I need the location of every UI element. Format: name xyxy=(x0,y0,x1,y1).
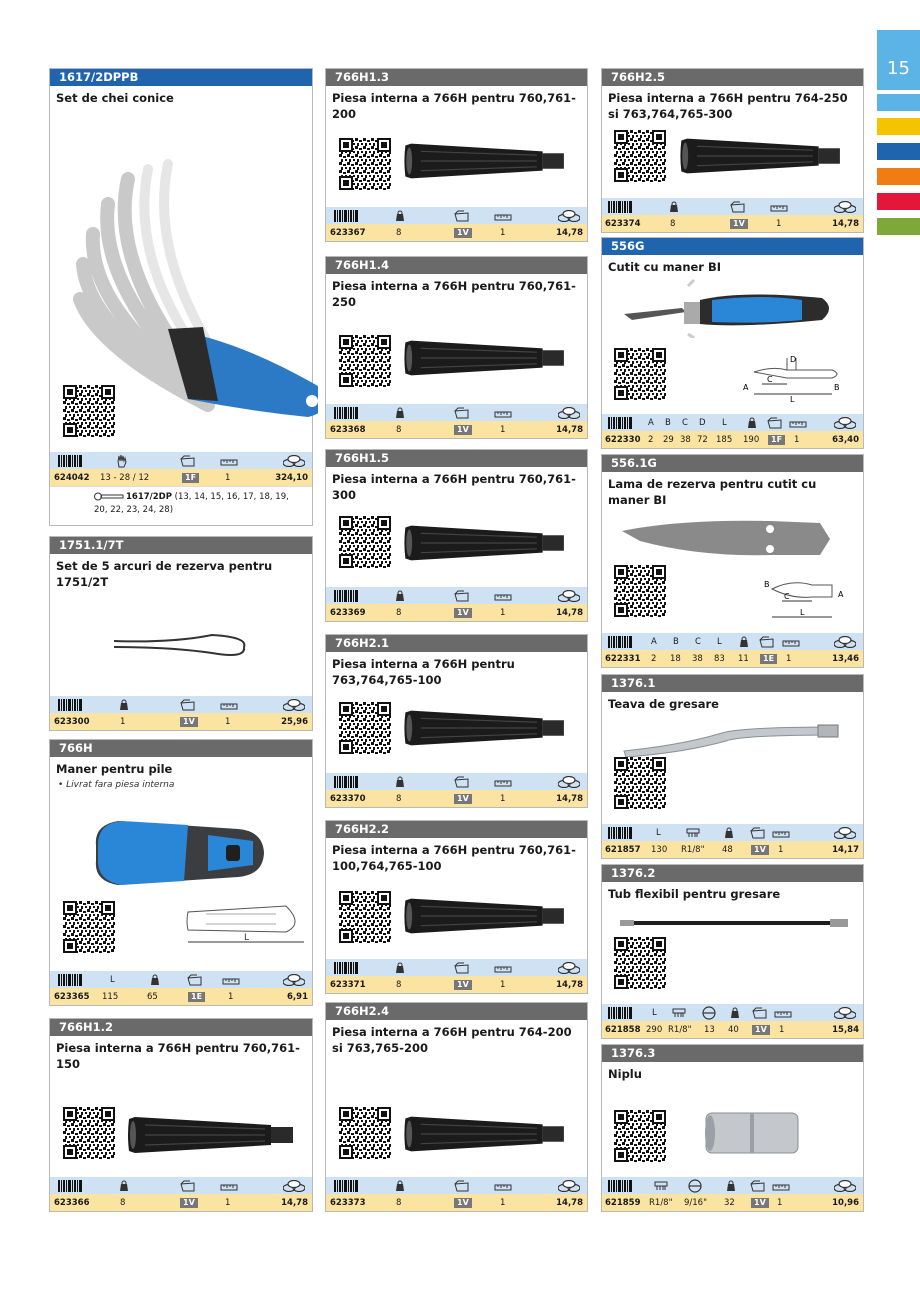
barcode-icon xyxy=(608,827,632,839)
dim-b: 29 xyxy=(663,434,674,445)
color-swatch-1 xyxy=(877,94,920,111)
barcode-icon xyxy=(58,1180,82,1192)
dimension-drawing xyxy=(762,573,852,623)
color-swatch-4 xyxy=(877,168,920,185)
weight-icon xyxy=(150,974,160,986)
weight-icon xyxy=(669,201,679,213)
product-card-1376-3 xyxy=(601,1044,864,1212)
quantity: 1 xyxy=(786,653,792,664)
product-card-766h2-2 xyxy=(325,820,588,994)
hex-size: 13 xyxy=(704,1024,715,1035)
ruler-icon xyxy=(220,1181,238,1191)
barcode-icon xyxy=(58,699,82,711)
note-text: Livrat fara piesa interna xyxy=(66,780,175,790)
quantity: 1 xyxy=(776,218,782,229)
price: 14,78 xyxy=(556,607,583,618)
price: 15,84 xyxy=(832,1024,859,1035)
product-code: 1617/2DPPB xyxy=(50,69,312,86)
weight-icon xyxy=(119,699,129,711)
color-swatch-2 xyxy=(877,118,920,135)
price: 6,91 xyxy=(287,991,308,1002)
barcode-icon xyxy=(58,455,82,467)
price-coins-icon xyxy=(558,210,580,222)
price-coins-icon xyxy=(834,827,856,839)
product-card-766h1-3 xyxy=(325,68,588,242)
weight: 48 xyxy=(722,844,733,855)
dim-a: 2 xyxy=(648,434,654,445)
pack-icon xyxy=(454,962,470,974)
ruler-icon xyxy=(770,202,788,212)
dim-label-a: A xyxy=(838,590,844,599)
qr-code xyxy=(339,891,391,943)
weight-icon xyxy=(726,1180,736,1192)
price-coins-icon xyxy=(834,1180,856,1192)
item-number: 623371 xyxy=(330,979,366,990)
qr-code xyxy=(614,565,666,617)
barcode-icon xyxy=(334,210,358,222)
hand-range-icon xyxy=(116,454,128,468)
price-coins-icon xyxy=(558,776,580,788)
ruler-icon xyxy=(494,1181,512,1191)
pack-badge: 1F xyxy=(768,435,785,445)
product-card-1376-2 xyxy=(601,864,864,1039)
pack-icon xyxy=(750,827,766,839)
product-note: • Livrat fara piesa interna xyxy=(58,780,175,790)
ruler-icon xyxy=(494,591,512,601)
col-header-l: L xyxy=(722,417,727,428)
pack-badge: 1V xyxy=(730,219,748,229)
product-code: 766H xyxy=(50,740,312,757)
weight: 11 xyxy=(738,653,749,664)
dimension-drawing xyxy=(742,348,852,403)
barcode-icon xyxy=(608,1007,632,1019)
ruler-icon xyxy=(774,1008,792,1018)
product-code: 766H2.5 xyxy=(602,69,863,86)
price: 14,78 xyxy=(556,793,583,804)
price-coins-icon xyxy=(834,636,856,648)
weight-icon xyxy=(395,210,405,222)
quantity: 1 xyxy=(777,1197,783,1208)
product-code: 556G xyxy=(602,238,863,255)
qr-code xyxy=(339,138,391,190)
quantity: 1 xyxy=(794,434,800,445)
knife-image xyxy=(622,278,842,338)
dim-a: 2 xyxy=(651,653,657,664)
pack-badge: 1F xyxy=(182,473,199,483)
quantity: 1 xyxy=(225,472,231,483)
product-card-766h1-5 xyxy=(325,449,588,622)
ruler-icon xyxy=(222,975,240,985)
weight: 65 xyxy=(147,991,158,1002)
length: 115 xyxy=(102,991,119,1002)
product-code: 766H2.2 xyxy=(326,821,587,838)
pack-badge: 1V xyxy=(454,794,472,804)
barcode-icon xyxy=(334,1180,358,1192)
quantity: 1 xyxy=(500,793,506,804)
weight-icon xyxy=(395,407,405,419)
product-card-1751-1-7t xyxy=(49,536,313,731)
thread-icon xyxy=(672,1007,686,1019)
thread: R1/8" xyxy=(681,844,705,855)
weight: 8 xyxy=(396,979,402,990)
barcode-icon xyxy=(334,407,358,419)
quantity: 1 xyxy=(500,227,506,238)
pack-badge: 1E xyxy=(760,654,777,664)
barcode-icon xyxy=(608,201,632,213)
col-header-b: B xyxy=(665,417,671,428)
handle-image xyxy=(88,815,268,890)
insert-image xyxy=(401,1105,576,1163)
price-coins-icon xyxy=(283,1180,305,1192)
weight: 8 xyxy=(396,793,402,804)
quantity: 1 xyxy=(500,424,506,435)
color-swatch-6 xyxy=(877,218,920,235)
qr-code xyxy=(63,385,115,437)
product-card-1617-2dppb xyxy=(49,68,313,526)
product-card-766h1-2 xyxy=(49,1018,313,1212)
item-number: 622331 xyxy=(605,653,641,664)
product-card-556-1g xyxy=(601,454,864,668)
weight: 8 xyxy=(120,1197,126,1208)
price: 10,96 xyxy=(832,1197,859,1208)
price-coins-icon xyxy=(834,417,856,429)
quantity: 1 xyxy=(500,1197,506,1208)
price: 14,78 xyxy=(556,227,583,238)
product-card-1376-1 xyxy=(601,674,864,859)
product-code: 766H1.5 xyxy=(326,450,587,467)
quantity: 1 xyxy=(779,1024,785,1035)
weight-icon xyxy=(724,827,734,839)
blade-image xyxy=(620,515,840,565)
item-number: 623368 xyxy=(330,424,366,435)
pack-icon xyxy=(187,974,203,986)
ruler-icon xyxy=(494,777,512,787)
page-number: 15 xyxy=(877,30,920,90)
item-number: 623374 xyxy=(605,218,641,229)
col-header-d: D xyxy=(699,417,706,428)
qr-code xyxy=(614,130,666,182)
dimension-drawing xyxy=(186,900,306,950)
col-header-l: L xyxy=(717,636,722,647)
ruler-icon xyxy=(772,828,790,838)
price-coins-icon xyxy=(283,974,305,986)
product-title: Piesa interna a 766H pentru 764-250 si 763,764,765-300 xyxy=(608,91,848,121)
insert-image xyxy=(401,887,576,945)
item-number: 623365 xyxy=(54,991,90,1002)
product-code: 1376.2 xyxy=(602,865,863,882)
qr-code xyxy=(339,335,391,387)
product-card-766h2-4 xyxy=(325,1002,588,1212)
price-coins-icon xyxy=(558,590,580,602)
qr-code xyxy=(63,901,115,953)
set-sizes: (13, 14, 15, 16, 17, 18, 19, 20, 22, 23, 24, 28) xyxy=(94,492,289,515)
pack-badge: 1V xyxy=(751,1198,769,1208)
product-card-766h2-5 xyxy=(601,68,864,233)
insert-image xyxy=(401,699,576,757)
product-title: Piesa interna a 766H pentru 760,761-200 xyxy=(332,91,576,121)
qr-code xyxy=(63,1107,115,1159)
pack-badge: 1V xyxy=(454,980,472,990)
product-title: Piesa interna a 766H pentru 760,761-100,764,765-100 xyxy=(332,843,576,873)
ruler-icon xyxy=(220,700,238,710)
product-code: 556.1G xyxy=(602,455,863,472)
insert-image xyxy=(401,329,576,387)
pack-badge: 1V xyxy=(180,1198,198,1208)
ruler-icon xyxy=(220,456,238,466)
set-ref: 1617/2DP xyxy=(126,492,172,502)
col-header-b: B xyxy=(673,636,679,647)
pack-icon xyxy=(180,1180,196,1192)
qr-code xyxy=(614,937,666,989)
pack-icon xyxy=(759,636,775,648)
col-header-c: C xyxy=(695,636,701,647)
item-number: 621859 xyxy=(605,1197,641,1208)
weight-icon xyxy=(395,776,405,788)
col-header-l: L xyxy=(110,974,115,985)
price: 324,10 xyxy=(275,472,308,483)
weight: 8 xyxy=(396,1197,402,1208)
dim-label-l: L xyxy=(800,608,805,617)
col-header-l: L xyxy=(652,1007,657,1018)
weight: 32 xyxy=(724,1197,735,1208)
pack-badge: 1V xyxy=(454,228,472,238)
insert-image xyxy=(401,514,576,572)
weight-icon xyxy=(739,636,749,648)
qr-code xyxy=(614,1110,666,1162)
weight: 1 xyxy=(120,716,126,727)
product-code: 766H1.3 xyxy=(326,69,587,86)
ruler-icon xyxy=(494,963,512,973)
quantity: 1 xyxy=(225,716,231,727)
weight-icon xyxy=(395,1180,405,1192)
grease-pipe-image xyxy=(622,719,842,759)
weight: 8 xyxy=(670,218,676,229)
pack-badge: 1E xyxy=(188,992,205,1002)
pack-icon xyxy=(180,455,196,467)
price: 14,78 xyxy=(556,1197,583,1208)
weight: 8 xyxy=(396,607,402,618)
thread: R1/8" xyxy=(649,1197,673,1208)
product-title: Piesa interna a 766H pentru 760,761-150 xyxy=(56,1041,300,1071)
quantity: 1 xyxy=(228,991,234,1002)
ruler-icon xyxy=(782,637,800,647)
color-swatch-5 xyxy=(877,193,920,210)
price: 14,78 xyxy=(556,979,583,990)
flexible-hose-image xyxy=(620,915,850,931)
item-number: 621857 xyxy=(605,844,641,855)
col-header-a: A xyxy=(648,417,654,428)
barcode-icon xyxy=(608,1180,632,1192)
barcode-icon xyxy=(608,417,632,429)
quantity: 1 xyxy=(778,844,784,855)
price-coins-icon xyxy=(283,455,305,467)
dim-label-b: B xyxy=(834,383,840,392)
pack-icon xyxy=(454,776,470,788)
dim-label-c: C xyxy=(767,375,773,384)
qr-code xyxy=(614,757,666,809)
length: 83 xyxy=(714,653,725,664)
length: 290 xyxy=(646,1024,663,1035)
dim-label-l: L xyxy=(790,395,795,403)
pack-icon xyxy=(180,699,196,711)
item-number: 624042 xyxy=(54,472,90,483)
product-card-766h1-4 xyxy=(325,256,588,439)
quantity: 1 xyxy=(500,979,506,990)
pack-icon xyxy=(454,1180,470,1192)
pack-icon xyxy=(750,1180,766,1192)
weight: 40 xyxy=(728,1024,739,1035)
product-title: Set de chei conice xyxy=(56,91,174,105)
dim-label-c: C xyxy=(784,592,790,601)
item-number: 623370 xyxy=(330,793,366,804)
weight-icon xyxy=(119,1180,129,1192)
item-number: 623367 xyxy=(330,227,366,238)
length: 130 xyxy=(651,844,668,855)
item-number: 622330 xyxy=(605,434,641,445)
dim-d: 72 xyxy=(697,434,708,445)
dim-b: 18 xyxy=(670,653,681,664)
ruler-icon xyxy=(772,1181,790,1191)
product-code: 1751.1/7T xyxy=(50,537,312,554)
size-range: 13 - 28 / 12 xyxy=(100,472,150,483)
hex-size: 9/16" xyxy=(684,1197,707,1208)
quantity: 1 xyxy=(225,1197,231,1208)
pack-icon xyxy=(752,1007,768,1019)
item-number: 623300 xyxy=(54,716,90,727)
dim-c: 38 xyxy=(692,653,703,664)
price-coins-icon xyxy=(283,699,305,711)
product-title: Lama de rezerva pentru cutit cu maner BI xyxy=(608,477,817,507)
spring-image xyxy=(112,633,252,663)
product-title: Teava de gresare xyxy=(608,697,719,711)
price-coins-icon xyxy=(834,201,856,213)
product-title: Niplu xyxy=(608,1067,642,1081)
ruler-icon xyxy=(494,211,512,221)
pack-icon xyxy=(730,201,746,213)
product-card-556g xyxy=(601,237,864,449)
item-number: 621858 xyxy=(605,1024,641,1035)
thread: R1/8" xyxy=(668,1024,692,1035)
spanner-icon xyxy=(94,492,124,501)
price: 14,78 xyxy=(832,218,859,229)
col-header-a: A xyxy=(651,636,657,647)
color-swatch-3 xyxy=(877,143,920,160)
product-card-766h2-1 xyxy=(325,634,588,808)
price: 63,40 xyxy=(832,434,859,445)
length: 185 xyxy=(716,434,733,445)
product-title: Piesa interna a 766H pentru 763,764,765-100 xyxy=(332,657,515,687)
price: 14,78 xyxy=(281,1197,308,1208)
product-title: Set de 5 arcuri de rezerva pentru 1751/2T xyxy=(56,559,273,589)
price: 14,78 xyxy=(556,424,583,435)
barcode-icon xyxy=(58,974,82,986)
pack-badge: 1V xyxy=(454,1198,472,1208)
dim-label-l: L xyxy=(244,933,250,943)
insert-image xyxy=(401,132,576,190)
product-title: Piesa interna a 766H pentru 760,761-300 xyxy=(332,472,576,502)
weight: 8 xyxy=(396,227,402,238)
pack-icon xyxy=(454,210,470,222)
weight-icon xyxy=(747,417,757,429)
item-number: 623369 xyxy=(330,607,366,618)
price-coins-icon xyxy=(558,1180,580,1192)
insert-image xyxy=(125,1105,305,1165)
item-number: 623366 xyxy=(54,1197,90,1208)
product-code: 766H1.2 xyxy=(50,1019,312,1036)
insert-image xyxy=(677,127,852,185)
price: 13,46 xyxy=(832,653,859,664)
product-title: Piesa interna a 766H pentru 760,761-250 xyxy=(332,279,576,309)
qr-code xyxy=(339,1107,391,1159)
barcode-icon xyxy=(608,636,632,648)
pack-badge: 1V xyxy=(454,608,472,618)
pack-badge: 1V xyxy=(454,425,472,435)
product-title: Cutit cu maner BI xyxy=(608,260,722,274)
pack-badge: 1V xyxy=(752,1025,770,1035)
dim-label-a: A xyxy=(743,383,749,392)
dim-label-b: B xyxy=(764,580,770,589)
pack-icon xyxy=(454,407,470,419)
price-coins-icon xyxy=(834,1007,856,1019)
ruler-icon xyxy=(494,408,512,418)
product-code: 766H2.1 xyxy=(326,635,587,652)
weight-icon xyxy=(730,1007,740,1019)
weight-icon xyxy=(395,962,405,974)
price: 14,17 xyxy=(832,844,859,855)
product-card-766h xyxy=(49,739,313,1006)
pack-badge: 1V xyxy=(751,845,769,855)
weight: 8 xyxy=(396,424,402,435)
dim-label-d: D xyxy=(790,355,797,364)
product-code: 766H2.4 xyxy=(326,1003,587,1020)
barcode-icon xyxy=(334,962,358,974)
ruler-icon xyxy=(789,418,807,428)
qr-code xyxy=(614,348,666,400)
price-coins-icon xyxy=(558,962,580,974)
pack-icon xyxy=(454,590,470,602)
quantity: 1 xyxy=(500,607,506,618)
product-title: Tub flexibil pentru gresare xyxy=(608,887,781,901)
col-header-l: L xyxy=(656,827,661,838)
hexagon-size-icon xyxy=(688,1179,702,1193)
pack-icon xyxy=(767,417,783,429)
product-code: 1376.3 xyxy=(602,1045,863,1062)
nipple-coupler-image xyxy=(702,1107,802,1159)
price-coins-icon xyxy=(558,407,580,419)
thread-icon xyxy=(654,1180,668,1192)
barcode-icon xyxy=(334,776,358,788)
price: 25,96 xyxy=(281,716,308,727)
weight-icon xyxy=(395,590,405,602)
product-title: Piesa interna a 766H pentru 764-200 si 763,765-200 xyxy=(332,1025,572,1055)
product-code: 766H1.4 xyxy=(326,257,587,274)
col-header-c: C xyxy=(682,417,688,428)
set-contents xyxy=(50,486,312,521)
product-title: Maner pentru pile xyxy=(56,762,173,776)
pack-badge: 1V xyxy=(180,717,198,727)
item-number: 623373 xyxy=(330,1197,366,1208)
qr-code xyxy=(339,516,391,568)
barcode-icon xyxy=(334,590,358,602)
weight: 190 xyxy=(743,434,760,445)
product-code: 1376.1 xyxy=(602,675,863,692)
dim-c: 38 xyxy=(680,434,691,445)
hexagon-size-icon xyxy=(702,1006,716,1020)
thread-icon xyxy=(686,827,700,839)
qr-code xyxy=(339,702,391,754)
